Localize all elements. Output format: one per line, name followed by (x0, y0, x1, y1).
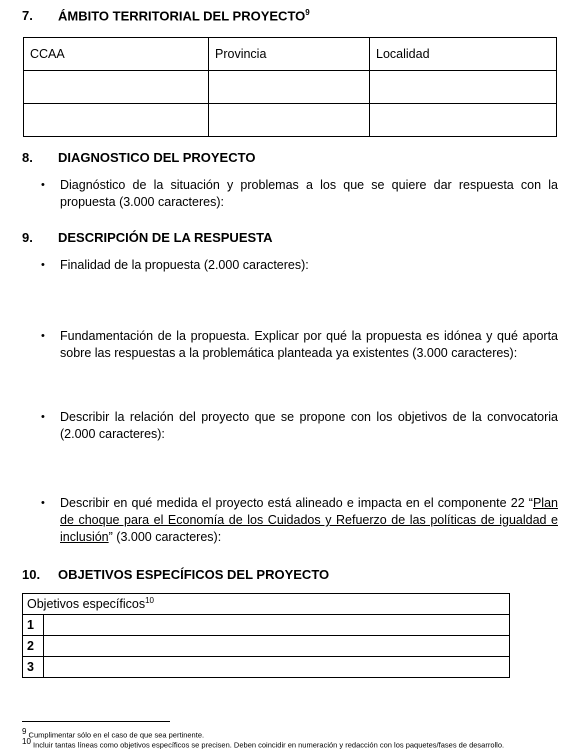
row-number: 1 (23, 615, 44, 636)
objective-cell[interactable] (44, 615, 510, 636)
section-title: DESCRIPCIÓN DE LA RESPUESTA (58, 230, 273, 245)
bullet-icon: • (41, 411, 45, 423)
bullet-icon: • (41, 497, 45, 509)
bullet-icon: • (41, 330, 45, 342)
territory-table (23, 37, 557, 137)
section-9-heading (22, 230, 562, 248)
item-text: Describir en qué medida el proyecto está alineado e impacta en el componente 22 “ (60, 496, 533, 510)
section-10-heading (22, 567, 562, 585)
section-number: 10. (22, 567, 41, 582)
table-header-provincia: Provincia (209, 38, 370, 71)
section-number: 7. (22, 8, 33, 23)
section-title: ÁMBITO TERRITORIAL DEL PROYECTO (58, 8, 306, 24)
section-number: 9. (22, 230, 33, 245)
footnote: $^9$ Cumplimentar sólo en el caso de que sea pertinente. (22, 727, 205, 740)
plan-link[interactable]: Plan de choque para el Economía de los Cuidados y Refuerzo de las políticas de igualdad e inclusión (60, 496, 558, 544)
section-title: DIAGNOSTICO DEL PROYECTO (58, 150, 256, 165)
bullet-icon: • (41, 259, 45, 271)
table-cell[interactable] (209, 104, 370, 137)
table-cell[interactable] (370, 104, 557, 137)
table-cell[interactable] (24, 71, 209, 104)
list-item: Describir la relación del proyecto que se propone con los objetivos de la convocatoria (2.000 caracteres): (60, 410, 558, 441)
footnote-ref: 9 (305, 8, 310, 17)
objectives-table (22, 593, 510, 678)
objective-cell[interactable] (44, 636, 510, 657)
table-cell[interactable] (24, 104, 209, 137)
list-item: Finalidad de la propuesta (2.000 caracteres): (60, 258, 309, 272)
list-item: Fundamentación de la propuesta. Explicar por qué la propuesta es idónea y qué aporta sobre las respuestas a la problemática planteada ya existentes (3.000 caracteres): (60, 329, 558, 360)
row-number: 3 (23, 657, 44, 678)
section-7-heading (22, 8, 562, 26)
footnote: $^{10}$ Incluir tantas líneas como objetivos específicos se precisen. Deben coincidir en numeración y redacción con los paquetes/fases de desarrollo. (22, 737, 505, 750)
section-8-heading (22, 150, 562, 168)
list-item: Diagnóstico de la situación y problemas a los que se quiere dar respuesta con la propuesta (3.000 caracteres): (60, 178, 558, 209)
list-item (60, 495, 558, 546)
item-text: ” (3.000 caracteres): (108, 530, 222, 544)
footnote-separator (22, 721, 170, 722)
section-title: OBJETIVOS ESPECÍFICOS DEL PROYECTO (58, 567, 330, 582)
section-number: 8. (22, 150, 33, 165)
table-header-ccaa: CCAA (24, 38, 209, 71)
row-number: 2 (23, 636, 44, 657)
table-cell[interactable] (370, 71, 557, 104)
table-cell[interactable] (209, 71, 370, 104)
bullet-icon: • (41, 179, 45, 191)
objectives-header: Objetivos específicos$^{10}$ (23, 594, 510, 615)
table-header-localidad: Localidad (370, 38, 557, 71)
objective-cell[interactable] (44, 657, 510, 678)
footnote-ref: 10 (145, 596, 155, 606)
